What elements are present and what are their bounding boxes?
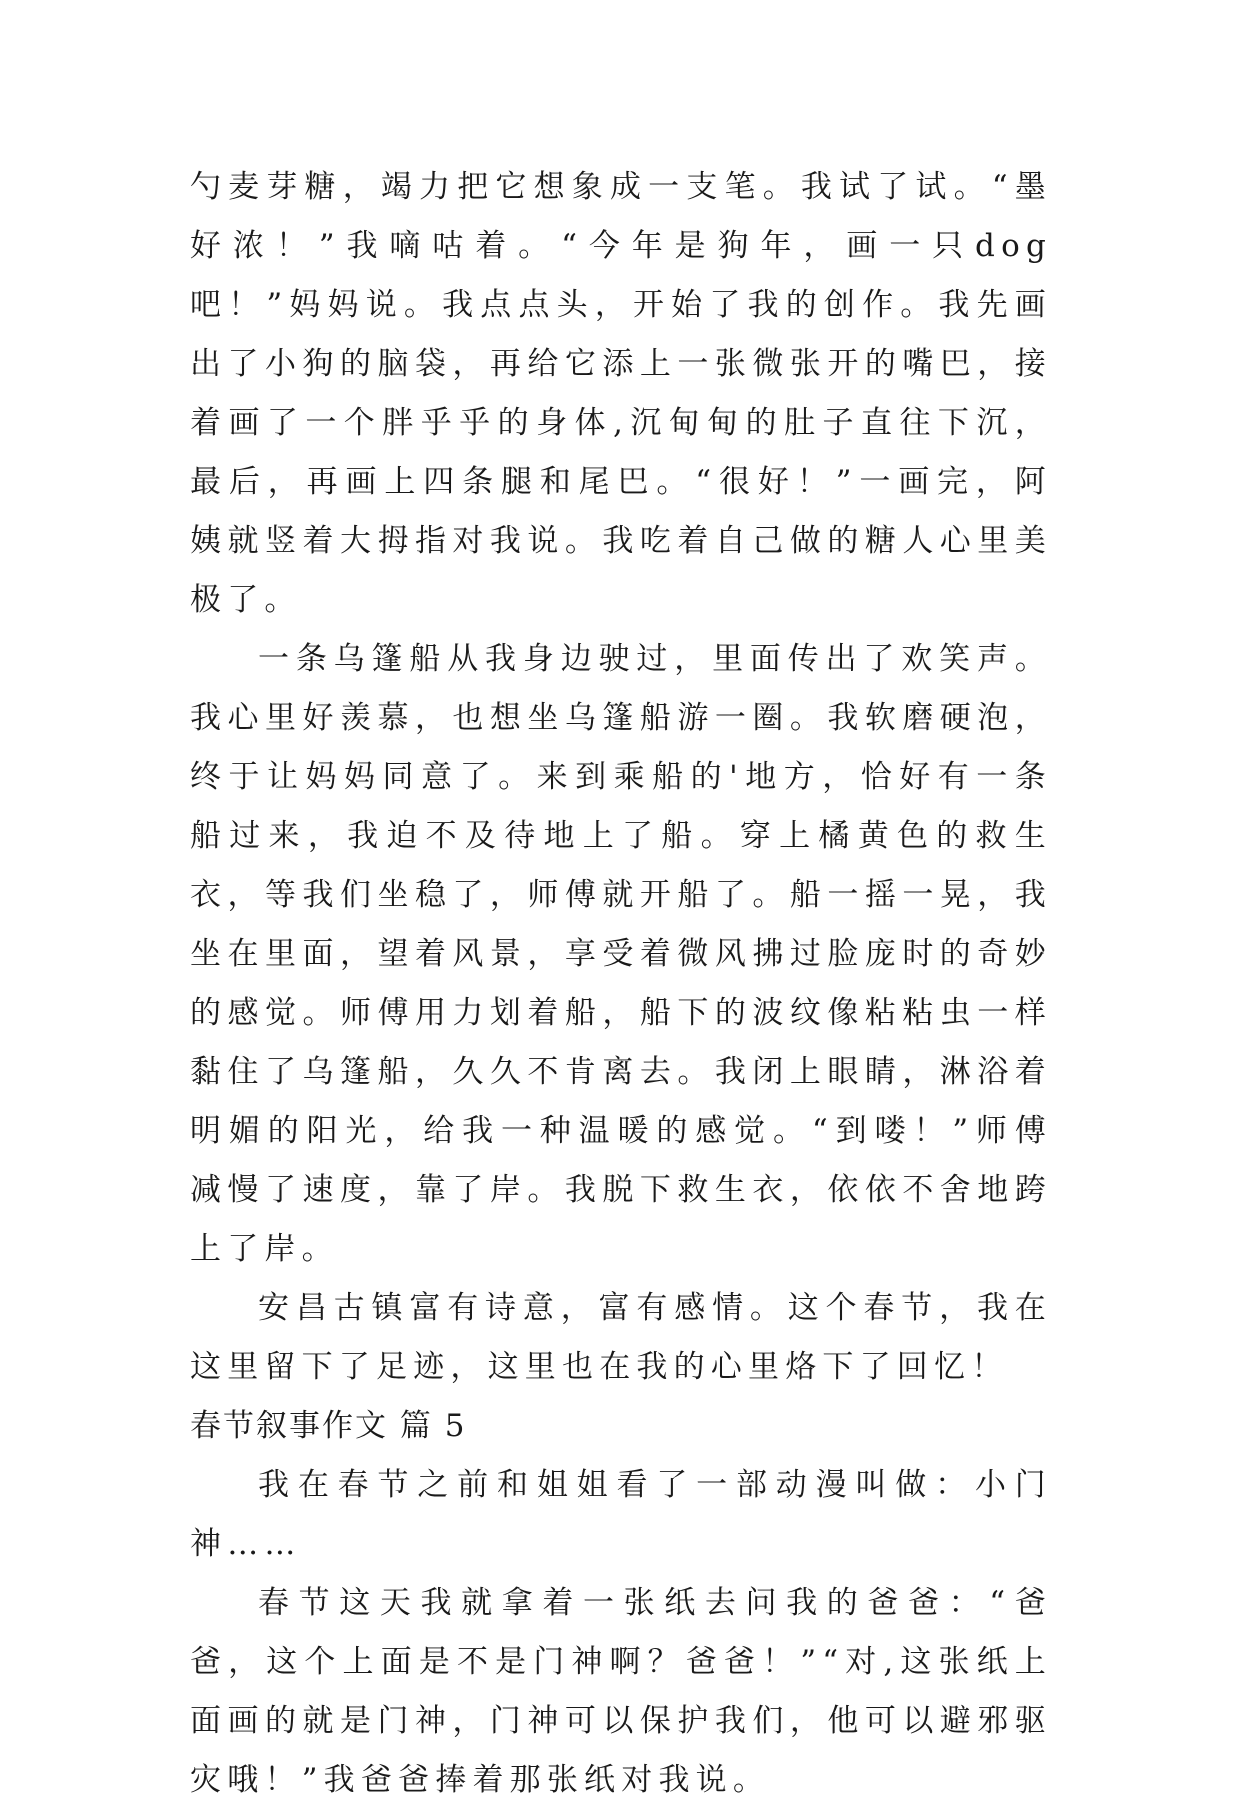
- paragraph-conclusion: 安昌古镇富有诗意，富有感情。这个春节，我在这里留下了足迹，这里也在我的心里烙下了回忆！: [190, 1290, 1052, 1385]
- paragraph-sugar-painting: 勺麦芽糖，竭力把它想象成一支笔。我试了试。“墨好浓！”我嘀咕着。“今年是狗年，画一只dog吧！”妈妈说。我点点头，开始了我的创作。我先画出了小狗的脑袋，再给它添上一张微张开的嘴巴，接着画了一个胖乎乎的身体,沉甸甸的肚子直往下沉，最后，再画上四条腿和尾巴。“很好！”一画完，阿姨就竖着大拇指对我说。我吃着自己做的糖人心里美极了。: [190, 169, 1052, 618]
- paragraph-cartoon: 我在春节之前和姐姐看了一部动漫叫做：小门神……: [190, 1467, 1052, 1562]
- document-body: [190, 158, 1052, 1810]
- paragraph-boat-ride: 一条乌篷船从我身边驶过，里面传出了欢笑声。我心里好羡慕，也想坐乌篷船游一圈。我软磨硬泡，终于让妈妈同意了。来到乘船的'地方，恰好有一条船过来，我迫不及待地上了船。穿上橘黄色的救生衣，等我们坐稳了，师傅就开船了。船一摇一晃，我坐在里面，望着风景，享受着微风拂过脸庞时的奇妙的感觉。师傅用力划着船，船下的波纹像粘粘虫一样黏住了乌篷船，久久不肯离去。我闭上眼睛，淋浴着明媚的阳光，给我一种温暖的感觉。“到喽！”师傅减慢了速度，靠了岸。我脱下救生衣，依依不舍地跨上了岸。: [190, 641, 1052, 1267]
- section-title: 春节叙事作文 篇 5: [190, 1408, 467, 1444]
- paragraph-door-god: 春节这天我就拿着一张纸去问我的爸爸：“爸爸，这个上面是不是门神啊？爸爸！”“对,这张纸上面画的就是门神，门神可以保护我们，他可以避邪驱灾哦！”我爸爸捧着那张纸对我说。: [190, 1585, 1052, 1798]
